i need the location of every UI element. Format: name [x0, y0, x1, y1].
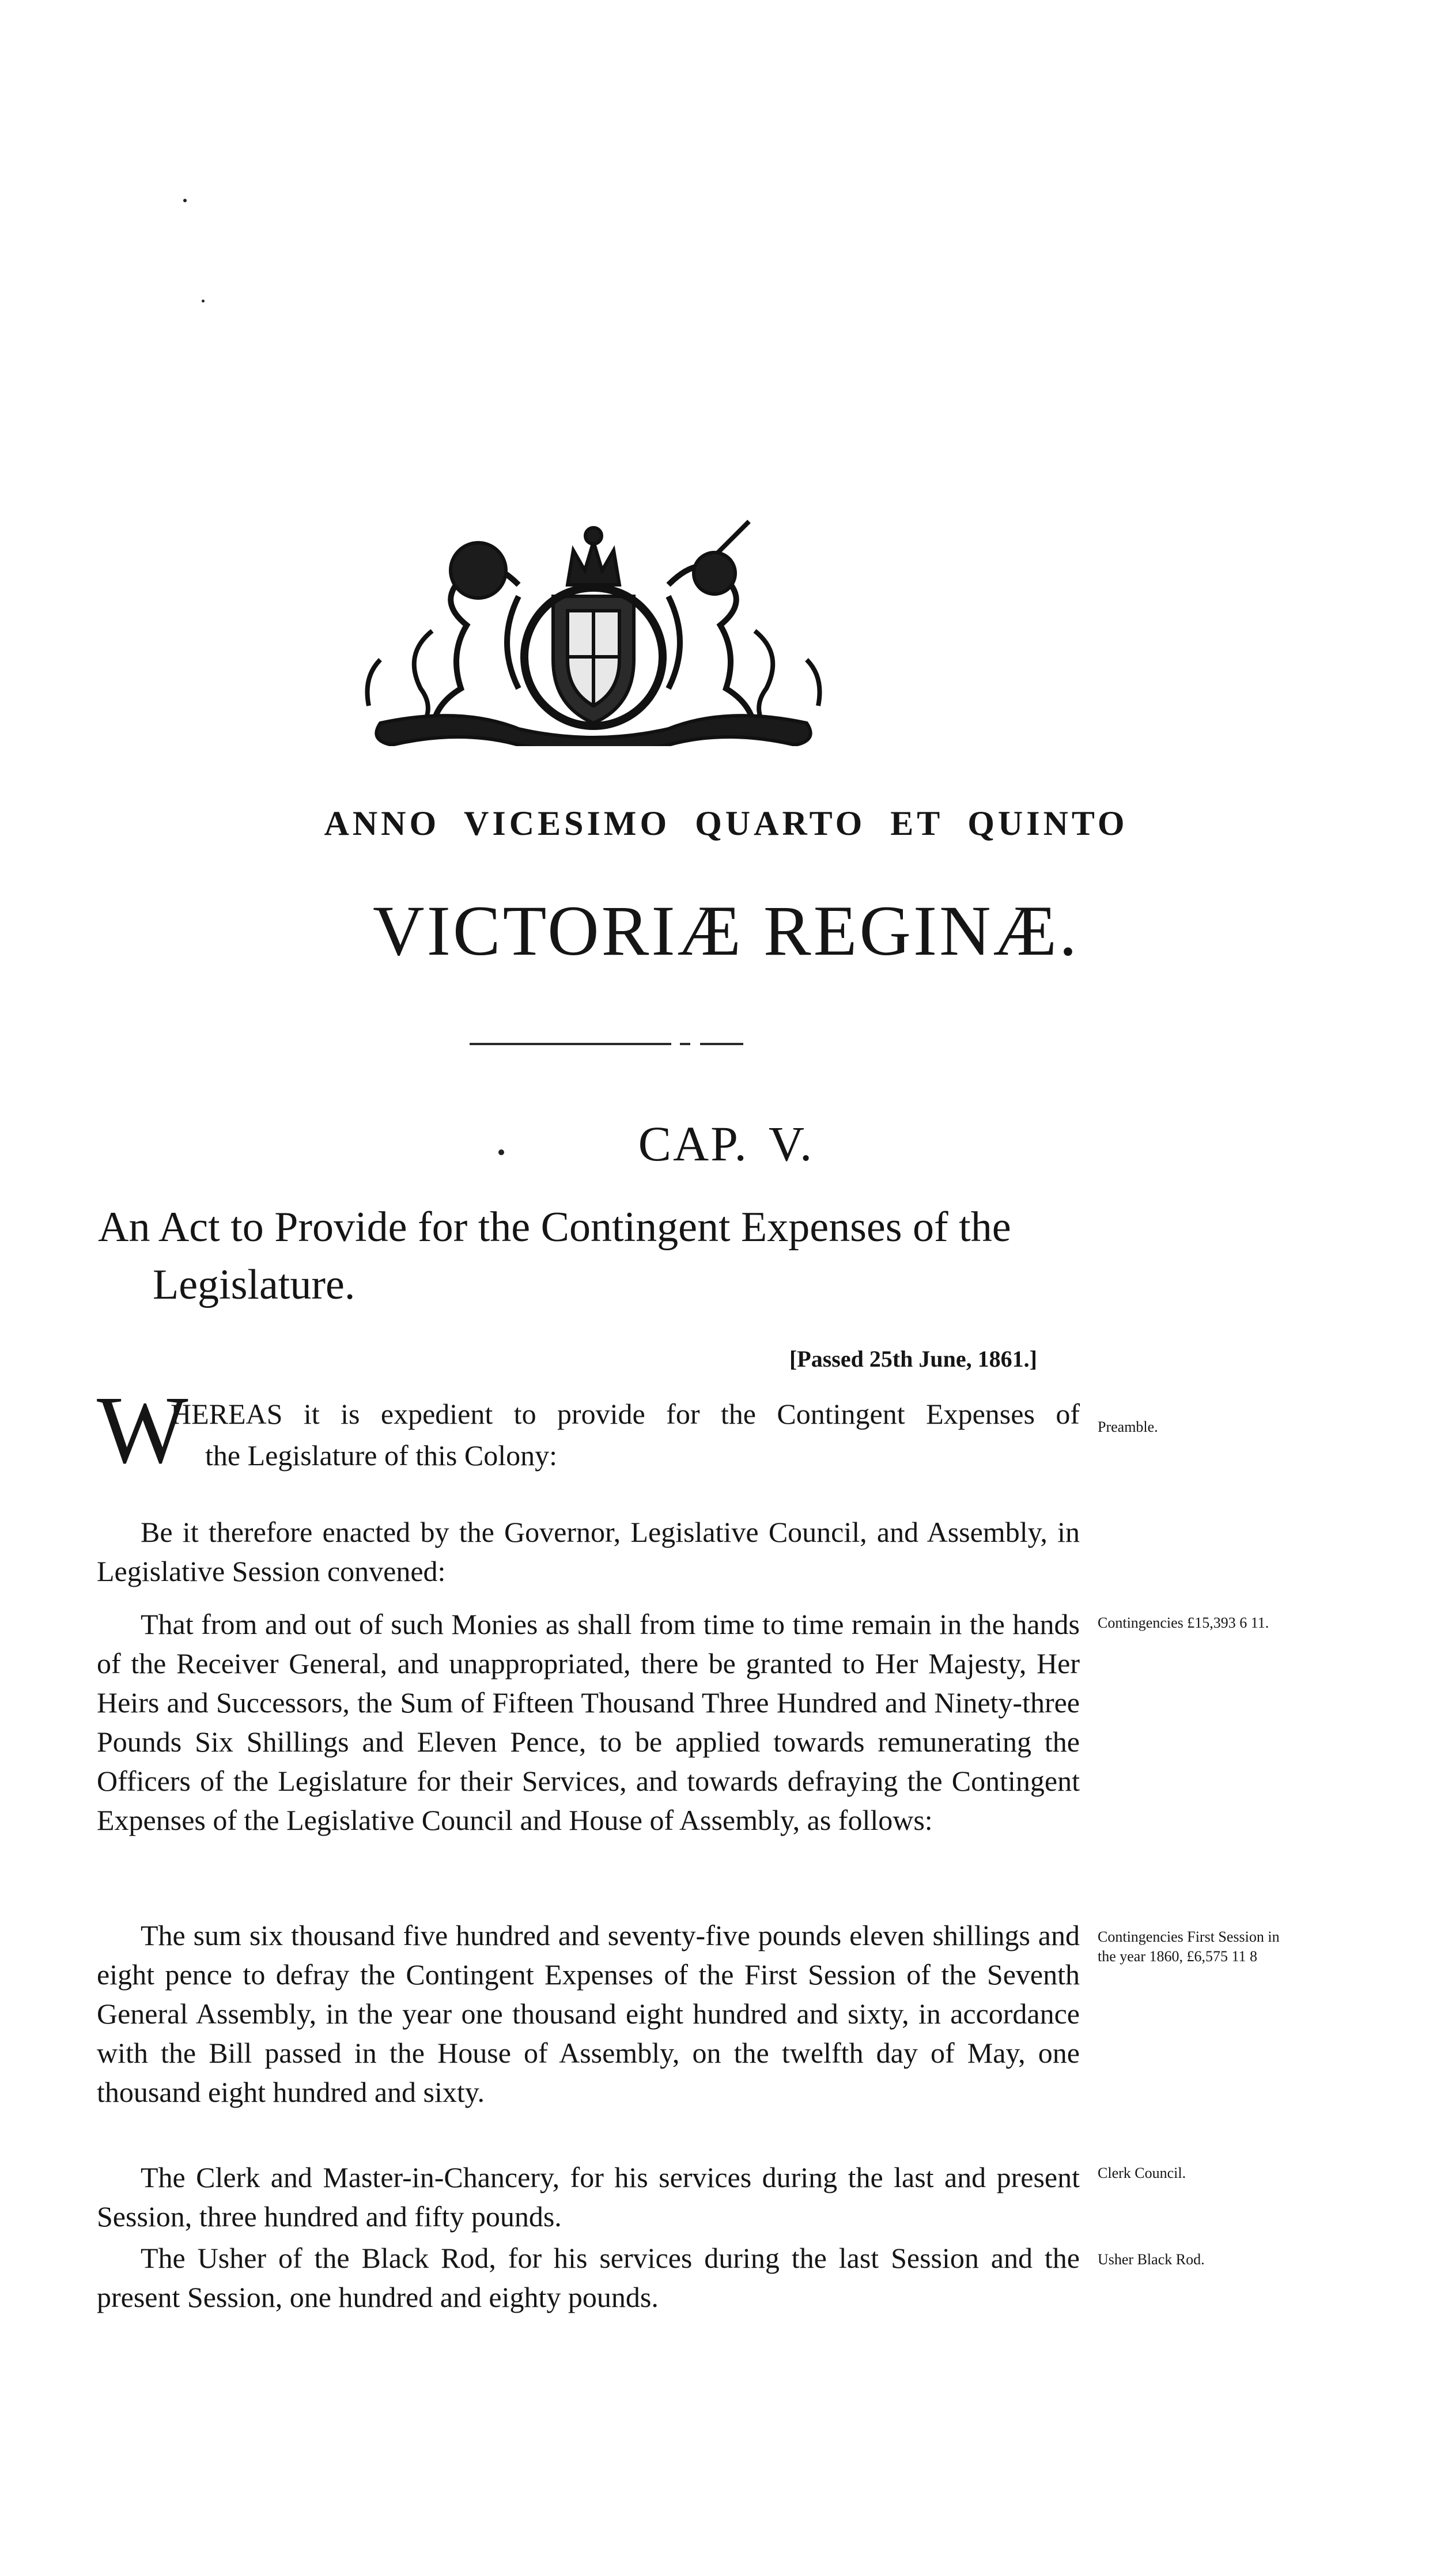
scan-speck [183, 199, 187, 202]
chapter-heading: CAP. V. [638, 1116, 814, 1171]
drop-cap: W [97, 1376, 188, 1484]
marginal-note-preamble: Preamble. [1098, 1418, 1158, 1435]
marginal-note-contingencies: Contingencies £15,393 6 11. [1098, 1614, 1269, 1631]
paragraph-clerk: The Clerk and Master-in-Chancery, for his services during the last and present Session, three hundred and fifty pounds. [97, 2161, 1080, 2233]
passed-date: [Passed 25th June, 1861.] [789, 1346, 1037, 1372]
preamble-line-1: HEREAS it is expedient to provide for the Contingent Expenses of [171, 1398, 1080, 1430]
enacting-clause: Be it therefore enacted by the Governor, Legislative Council, and Assembly, in Legislative Session convened: [97, 1516, 1080, 1587]
marginal-note-usher: Usher Black Rod. [1098, 2251, 1205, 2268]
marginal-note-first-session: Contingencies First Session in the year 1860, £6,575 11 8 [1098, 1928, 1280, 1965]
scan-speck [202, 300, 205, 302]
paragraph-usher: The Usher of the Black Rod, for his services during the last Session and the present Session, one hundred and eighty pounds. [97, 2242, 1080, 2313]
royal-coat-of-arms [346, 516, 841, 746]
act-title: An Act to Provide for the Contingent Expenses of the Legislature. [98, 1204, 1011, 1308]
paragraph-first-session: The sum six thousand five hundred and seventy-five pounds eleven shillings and eight pence to defray the Contingent Expenses of the First Session of the Seventh General Assembly, in the year one thousand eight hundred and sixty, in accordance with the Bill passed in the House of Assembly, on the twelfth day of May, one thousand eight hundred and sixty. [97, 1919, 1080, 2108]
divider-rule [680, 1043, 690, 1045]
header-anno: ANNO VICESIMO QUARTO ET QUINTO [324, 804, 1128, 842]
divider-rule [700, 1043, 743, 1045]
marginal-note-clerk: Clerk Council. [1098, 2165, 1186, 2181]
divider-rule [470, 1043, 671, 1045]
preamble-line-2: the Legislature of this Colony: [205, 1439, 558, 1472]
header-victoriae-reginae: VICTORIÆ REGINÆ. [373, 891, 1079, 970]
paragraph-grant: That from and out of such Monies as shall from time to time remain in the hands of the Receiver General, and unappropriated, there be granted to Her Majesty, Her Heirs and Successors, the Sum of Fifteen Thousand Three Hundred and Ninety-three Pounds Six Shillings and Eleven Pence, to be applied towards remunerating the Officers of the Legislature for their Services, and towards defraying the Contingent Expenses of the Legislative Council and House of Assembly, as follows: [97, 1608, 1080, 1836]
